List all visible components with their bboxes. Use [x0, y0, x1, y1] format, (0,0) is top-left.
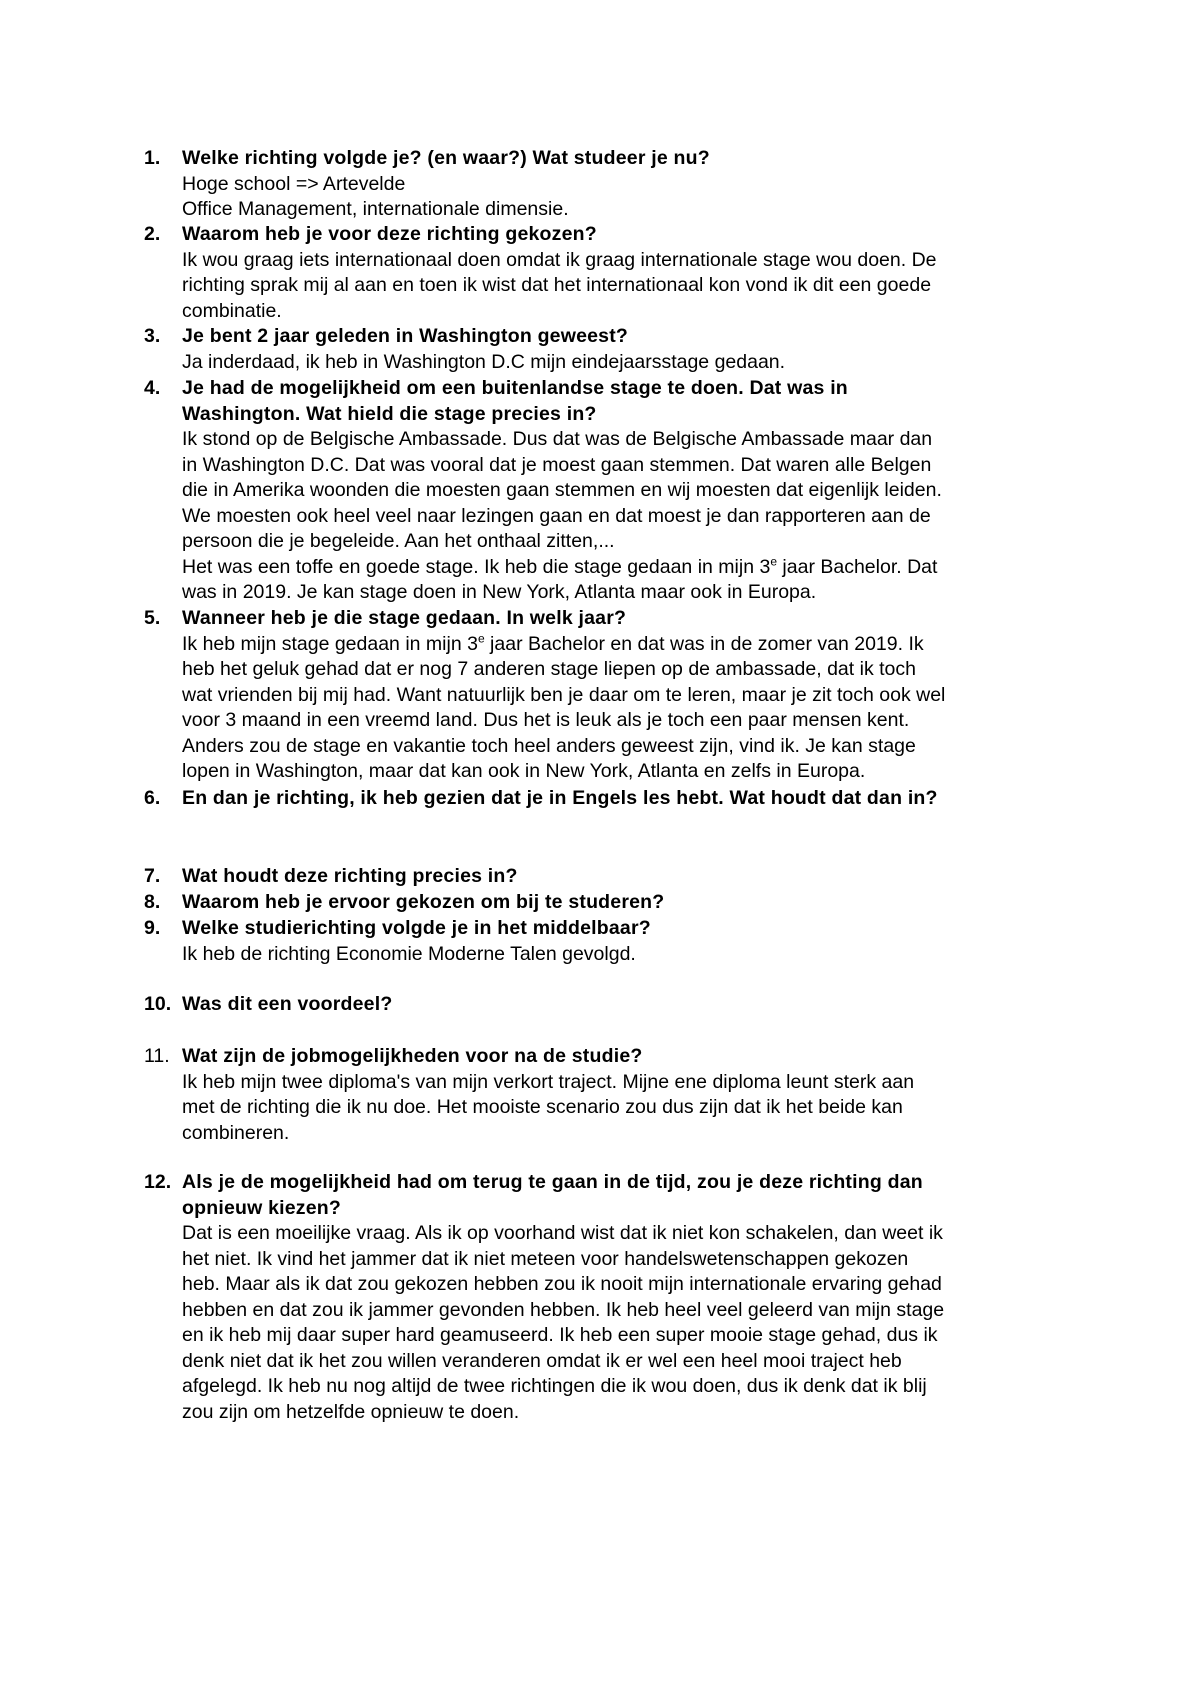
qa-item-8	[144, 890, 1074, 916]
item-number: 2.	[144, 223, 161, 245]
question: Waarom heb je ervoor gekozen om bij te studeren?	[182, 891, 665, 913]
item-number: 3.	[144, 325, 161, 347]
answer-text: jaar Bachelor. Dat	[777, 555, 938, 578]
answer-line: in Washington D.C. Dat was vooral dat je moest gaan stemmen. Dat waren alle Belgen	[182, 453, 932, 476]
item-number: 6.	[144, 787, 161, 809]
answer-line: en ik heb mij daar super hard geamuseerd. Ik heb een super mooie stage gehad, dus ik	[182, 1324, 938, 1346]
answer-line	[182, 555, 1074, 581]
answer-text: Ik heb mijn stage gedaan in mijn 3	[182, 632, 478, 655]
answer-line: Dat is een moeilijke vraag. Als ik op voorhand wist dat ik niet kon schakelen, dan weet ik	[182, 1222, 943, 1244]
question: En dan je richting, ik heb gezien dat je in Engels les hebt. Wat houdt dat dan in?	[182, 787, 938, 809]
answer-line: heb. Maar als ik dat zou gekozen hebben zou ik nooit mijn internationale ervaring gehad	[182, 1273, 942, 1295]
question: opnieuw kiezen?	[182, 1196, 342, 1219]
question: Waarom heb je voor deze richting gekozen?	[182, 223, 597, 245]
item-number: 1.	[144, 147, 161, 169]
answer-line: Ik heb de richting Economie Moderne Talen gevolgd.	[182, 942, 636, 965]
qa-item-3	[144, 324, 1074, 375]
answer-line: die in Amerika woonden die moesten gaan stemmen en wij moesten dat eigenlijk leiden.	[182, 479, 942, 501]
answer-text: Het was een toffe en goede stage. Ik heb die stage gedaan in mijn 3	[182, 555, 771, 578]
answer-line	[182, 632, 1074, 658]
answer-line: Anders zou de stage en vakantie toch heel anders geweest zijn, vind ik. Je kan stage	[182, 734, 916, 757]
answer-line: combineren.	[182, 1121, 290, 1144]
question: Washington. Wat hield die stage precies in?	[182, 402, 597, 425]
question: Wanneer heb je die stage gedaan. In welk jaar?	[182, 607, 627, 629]
item-number: 8.	[144, 891, 161, 913]
qa-item-5	[144, 606, 1074, 785]
answer-line: het niet. Ik vind het jammer dat ik niet meteen voor handelswetenschappen gekozen	[182, 1247, 909, 1270]
answer-line: zou zijn om hetzelfde opnieuw te doen.	[182, 1400, 520, 1423]
answer-line: combinatie.	[182, 299, 282, 322]
answer-line: hebben en dat zou ik jammer gevonden hebben. Ik heb heel veel geleerd van mijn stage	[182, 1298, 945, 1321]
qa-item-6	[144, 786, 1074, 812]
answer-line: persoon die je begeleide. Aan het onthaal zitten,...	[182, 530, 615, 552]
answer-line: Office Management, internationale dimensie.	[182, 198, 569, 220]
question: Wat houdt deze richting precies in?	[182, 865, 518, 887]
question: Je bent 2 jaar geleden in Washington geweest?	[182, 325, 629, 347]
answer-line: met de richting die ik nu doe. Het mooiste scenario zou dus zijn dat ik het beide kan	[182, 1096, 903, 1118]
question: Welke richting volgde je? (en waar?) Wat studeer je nu?	[182, 147, 710, 169]
answer-line: We moesten ook heel veel naar lezingen gaan en dat moest je dan rapporteren aan de	[182, 504, 931, 527]
item-number: 9.	[144, 917, 161, 939]
qa-item-11	[144, 1044, 1074, 1146]
answer-line: heb het geluk gehad dat er nog 7 anderen stage liepen op de ambassade, dat ik toch	[182, 658, 916, 680]
question: Als je de mogelijkheid had om terug te gaan in de tijd, zou je deze richting dan	[182, 1171, 923, 1193]
qa-item-7	[144, 864, 1074, 890]
item-number: 12.	[144, 1171, 172, 1193]
item-number: 5.	[144, 607, 161, 629]
answer-line: Ik stond op de Belgische Ambassade. Dus dat was de Belgische Ambassade maar dan	[182, 428, 933, 450]
answer-line: afgelegd. Ik heb nu nog altijd de twee richtingen die ik wou doen, dus ik denk dat ik blij	[182, 1375, 927, 1397]
answer-line: was in 2019. Je kan stage doen in New York, Atlanta maar ook in Europa.	[182, 581, 817, 603]
answer-line: wat vrienden bij mij had. Want natuurlijk ben je daar om te leren, maar je zit toch ook wel	[182, 683, 946, 706]
question: Wat zijn de jobmogelijkheden voor na de studie?	[182, 1045, 643, 1067]
answer-line: voor 3 maand in een vreemd land. Dus het is leuk als je toch een paar mensen kent.	[182, 709, 910, 731]
item-number: 11.	[144, 1045, 170, 1067]
qa-item-9	[144, 916, 1074, 967]
qa-item-1	[144, 146, 1074, 223]
answer-line: richting sprak mij al aan en toen ik wist dat het internationaal kon vond ik dit een goede	[182, 274, 932, 296]
item-number: 7.	[144, 865, 161, 887]
answer-line: Ik heb mijn twee diploma's van mijn verkort traject. Mijne ene diploma leunt sterk aan	[182, 1070, 915, 1093]
qa-item-12	[144, 1170, 1074, 1425]
qa-item-10	[144, 992, 1074, 1018]
question: Welke studierichting volgde je in het middelbaar?	[182, 917, 651, 939]
qa-item-2	[144, 222, 1074, 324]
question: Je had de mogelijkheid om een buitenlandse stage te doen. Dat was in	[182, 377, 848, 399]
answer-line: Hoge school => Artevelde	[182, 172, 406, 195]
superscript: e	[477, 631, 485, 645]
item-number: 10.	[144, 993, 172, 1015]
question: Was dit een voordeel?	[182, 993, 393, 1015]
answer-line: Ik wou graag iets internationaal doen omdat ik graag internationale stage wou doen. De	[182, 248, 937, 271]
superscript: e	[770, 554, 777, 568]
answer-line: Ja inderdaad, ik heb in Washington D.C mijn eindejaarsstage gedaan.	[182, 350, 786, 373]
item-number: 4.	[144, 377, 161, 399]
qa-item-4	[144, 376, 1074, 606]
answer-line: denk niet dat ik het zou willen veranderen omdat ik er wel een heel mooi traject heb	[182, 1349, 902, 1372]
answer-line: lopen in Washington, maar dat kan ook in New York, Atlanta en zelfs in Europa.	[182, 760, 866, 782]
answer-text: jaar Bachelor en dat was in de zomer van 2019. Ik	[484, 632, 924, 655]
